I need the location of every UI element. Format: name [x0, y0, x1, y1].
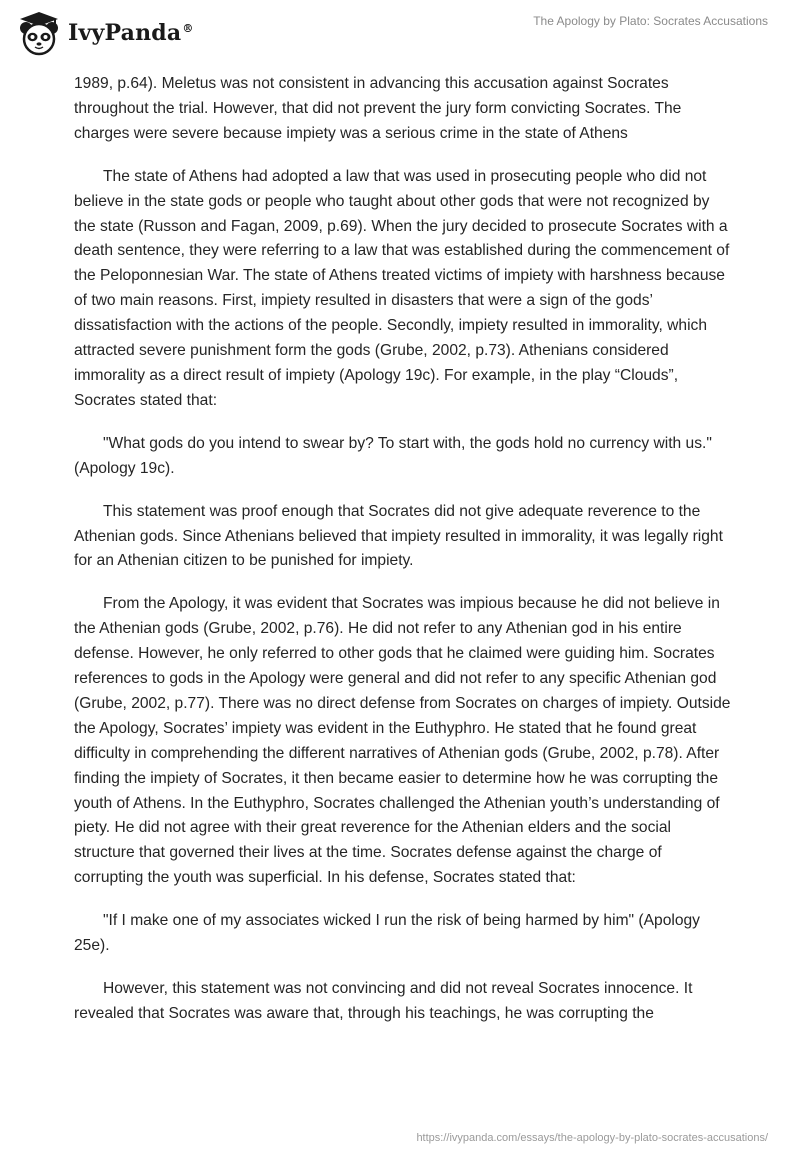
paragraph: This statement was proof enough that Socrates did not give adequate reverence to the Athenian gods. Since Athenians believed that impiety resulted in immorality, it was legally right for an Athenian citizen to be punished for impiety. [74, 502, 723, 570]
essay-body [74, 72, 734, 1045]
panda-logo-icon [14, 8, 64, 58]
paragraph: However, this statement was not convincing and did not reveal Socrates innocence. It revealed that Socrates was aware that, through his teachings, he was corrupting the [74, 980, 693, 1022]
quote-paragraph: "What gods do you intend to swear by? To start with, the gods hold no currency with us." (Apology 19c). [74, 434, 712, 477]
paragraph-continuation: 1989, p.64). Meletus was not consistent in advancing this accusation against Socrates throughout the trial. However, that did not prevent the jury form convicting Socrates. The charges were severe because impiety was a serious crime in the state of Athens [74, 75, 682, 142]
paragraph: From the Apology, it was evident that Socrates was impious because he did not believe in the Athenian gods (Grube, 2002, p.76). He did not refer to any Athenian god in his entire defense. However, he only referred to other gods that he claimed were guiding him. Socrates references to gods in the Apology were general and did not refer to any specific Athenian god (Grube, 2002, p.77). There was no direct defense from Socrates on charges of impiety. Outside the Apology, Socrates’ impiety was evident in the Euthyphro. He stated that he found great difficulty in comprehending the different narratives of Athenian gods (Grube, 2002, p.78). After finding the impiety of Socrates, it then became easier to determine how he was corrupting the youth of Athens. In the Euthyphro, Socrates challenged the Athenian youth’s understanding of piety. He did not agree with their great reverence for the Athenian elders and the social structure that governed their lives at the time. Socrates defense against the charge of corrupting the youth was superficial. In his defense, Socrates stated that: [74, 595, 731, 887]
paragraph: The state of Athens had adopted a law that was used in prosecuting people who did not believe in the state gods or people who taught about other gods that were not recognized by the state (Russon and Fagan, 2009, p.69). When the jury decided to prosecute Socrates with a death sentence, they were referring to a law that was established during the commencement of the Peloponnesian War. The state of Athens treated victims of impiety with harshness because of two main reasons. First, impiety resulted in disasters that were a sign of the gods’ dissatisfaction with the actions of the people. Secondly, impiety resulted in immorality, which attracted severe punishment form the gods (Grube, 2002, p.73). Athenians considered immorality as a direct result of impiety (Apology 19c). For example, in the play “Clouds”, Socrates stated that: [74, 167, 730, 409]
document-title: The Apology by Plato: Socrates Accusations [533, 14, 768, 28]
quote-paragraph: "If I make one of my associates wicked I run the risk of being harmed by him" (Apology 25e). [74, 912, 700, 955]
brand-logo[interactable] [14, 8, 194, 58]
source-url[interactable]: https://ivypanda.com/essays/the-apology-by-plato-socrates-accusations/ [416, 1132, 768, 1144]
page-header [0, 0, 800, 70]
brand-name: IvyPanda® [68, 20, 194, 46]
